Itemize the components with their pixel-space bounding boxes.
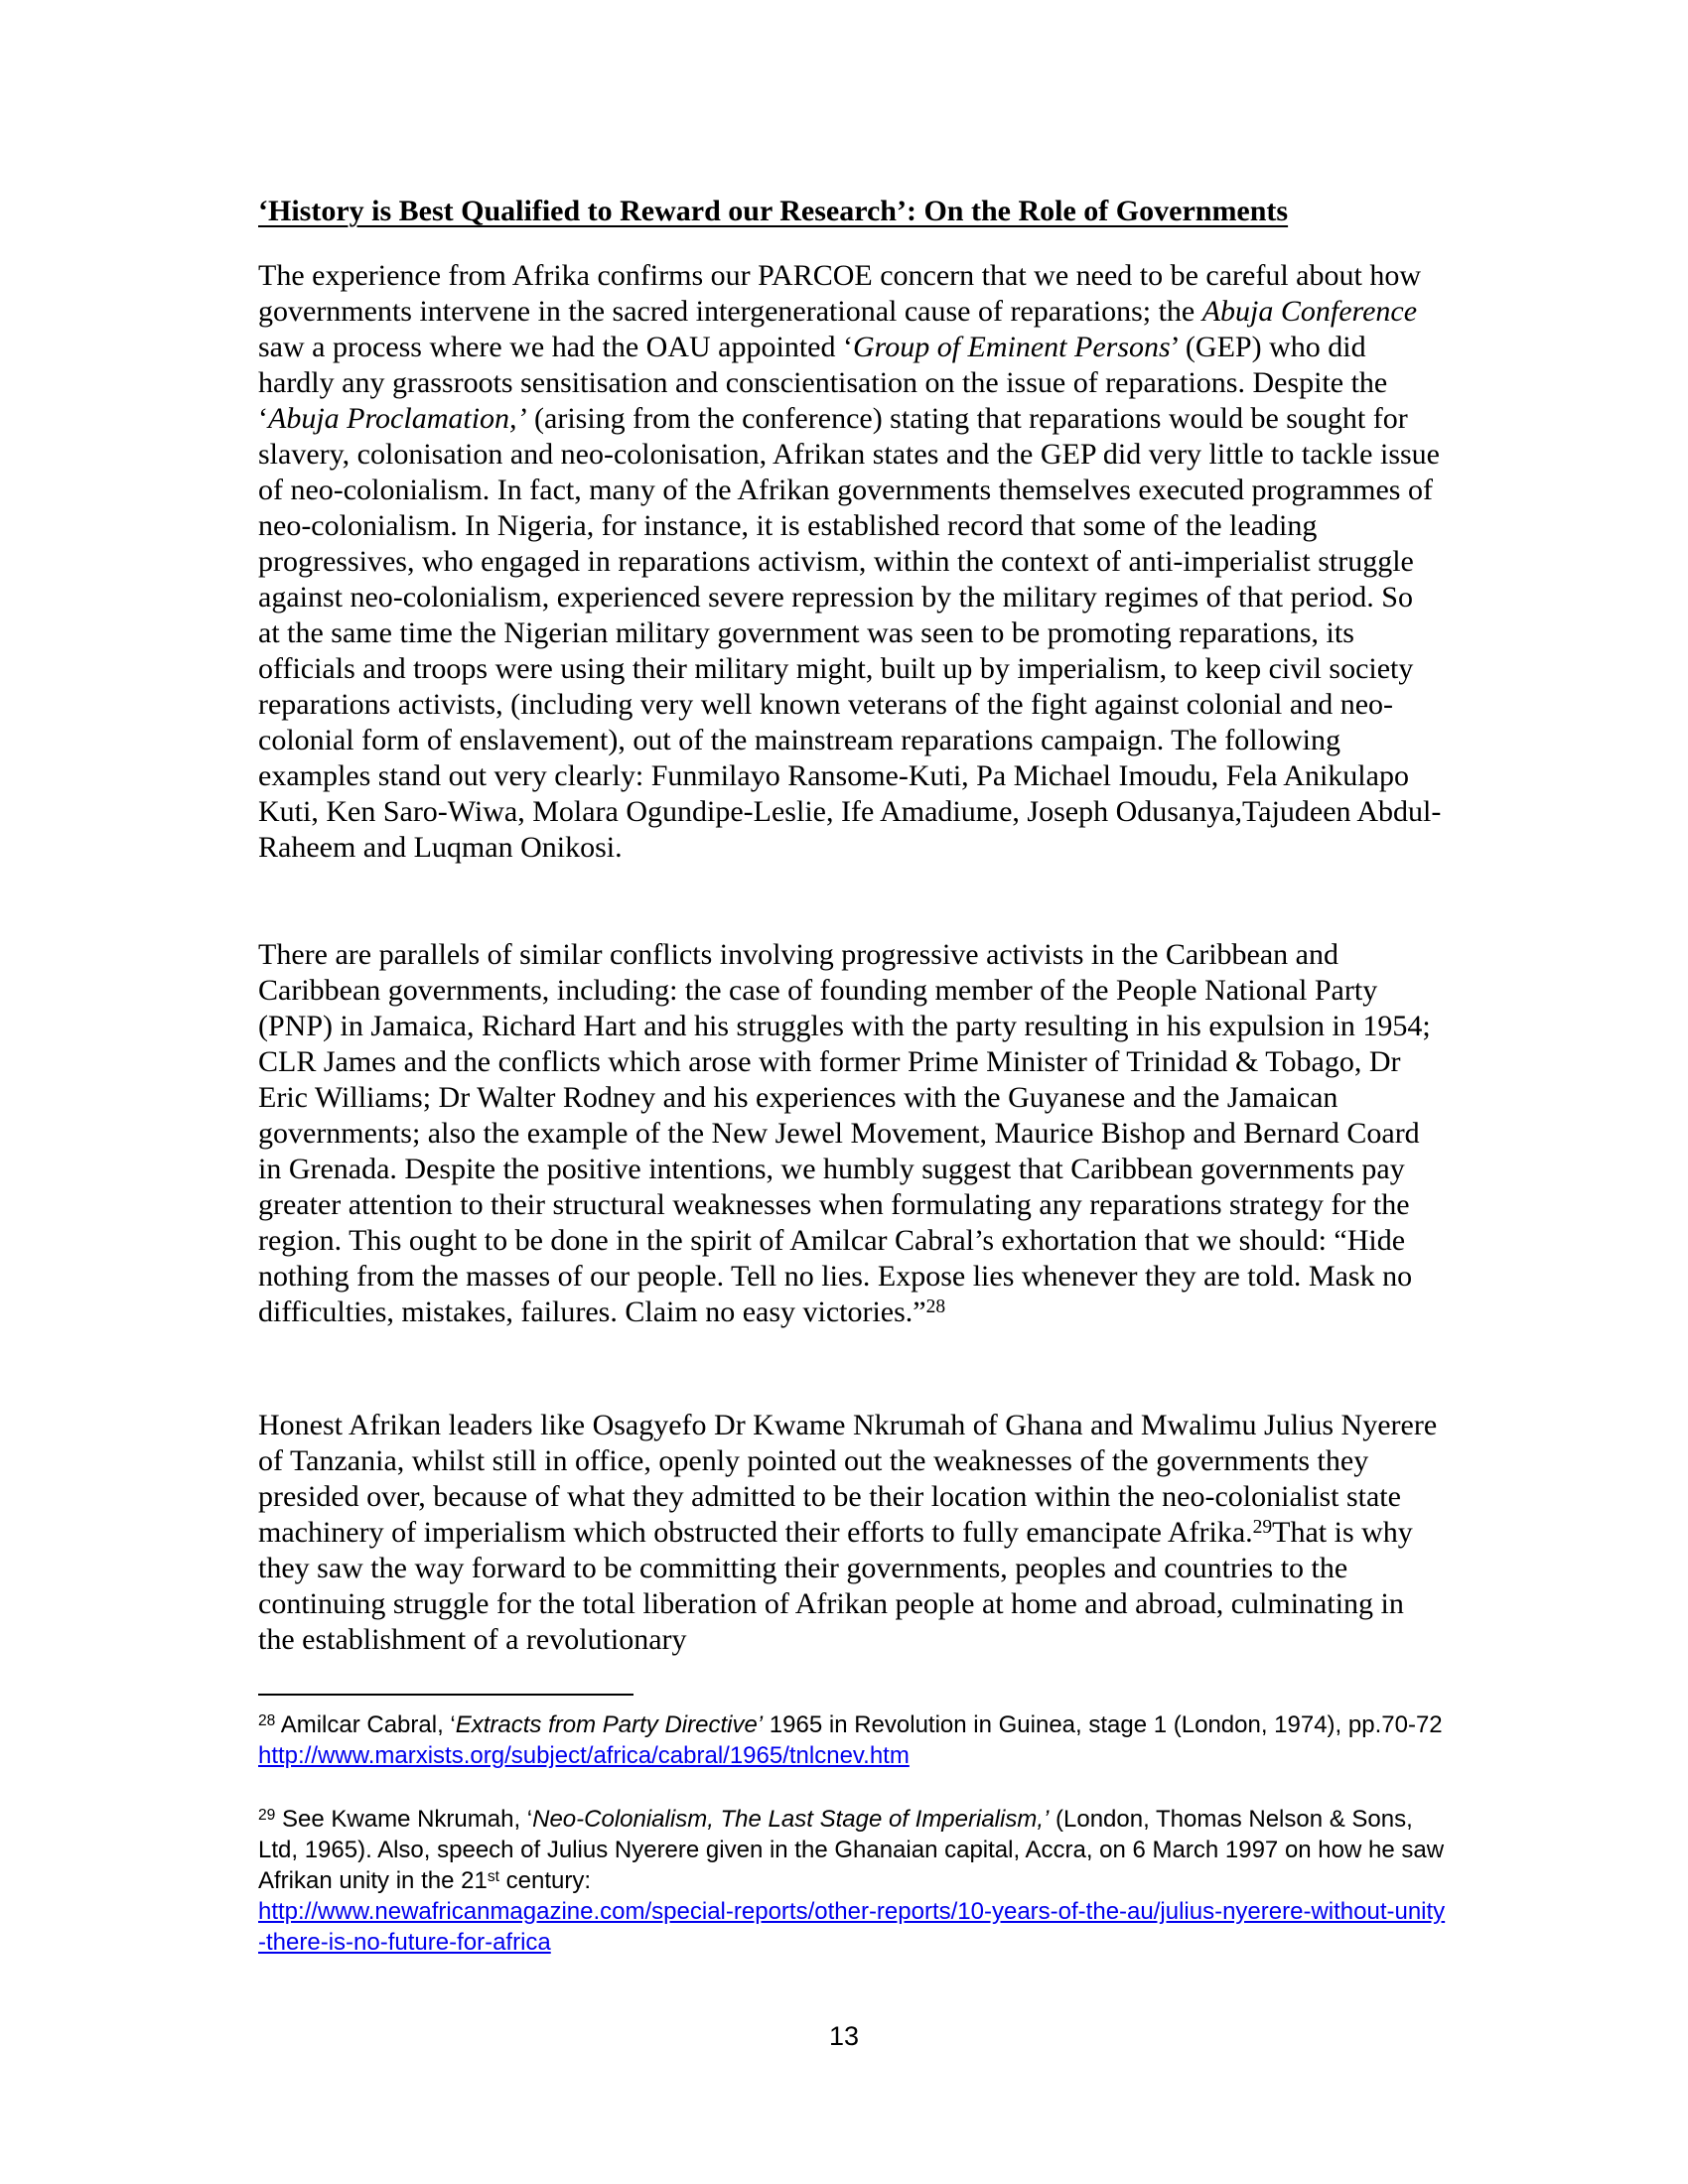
body-paragraph-3: Honest Afrikan leaders like Osagyefo Dr Kwame Nkrumah of Ghana and Mwalimu Julius Nyerere of Tanzania, whilst still in office, openly pointed out the weaknesses of the governments they presided over, because of what they admitted to be their location within the neo-colonialist state machinery of imperialism which obstructed their efforts to fully emancipate Afrika.$^{29}$That is why they saw the way forward to be committing their governments, peoples and countries to the continuing struggle for the total liberation of Afrikan people at home and abroad, culminating in the establishment of a revolutionary [258,1409,1438,1656]
footnote-29-text: $^{29}$ See Kwame Nkrumah, ‘Neo-Colonialism, The Last Stage of Imperialism,’ (London, Thomas Nelson & Sons, Ltd, 1965). Also, speech of Julius Nyerere given in the Ghanaian capital, Accra, on 6 March 1997 on how he saw Afrikan unity in the 21st century: [258,1806,1445,1894]
page-title: ‘History is Best Qualified to Reward our Research’: On the Role of Governments [258,195,1289,227]
footnote-separator [258,1694,633,1696]
body-paragraph-2: There are parallels of similar conflicts involving progressive activists in the Caribbean and Caribbean governments, including: the case of founding member of the People National Party (PNP) in Jamaica, Richard Hart and his struggles with the party resulting in his expulsion in 1954; CLR James and the conflicts which arose with former Prime Minister of Trinidad & Tobago, Dr Eric Williams; Dr Walter Rodney and his experiences with the Guyanese and the Jamaican governments; also the example of the New Jewel Movement, Maurice Bishop and Bernard Coard in Grenada. Despite the positive intentions, we humbly suggest that Caribbean governments pay greater attention to their structural weaknesses when formulating any reparations strategy for the region. This ought to be done in the spirit of Amilcar Cabral’s exhortation that we should: “Hide nothing from the masses of our people. Tell no lies. Expose lies whenever they are told. Mask no difficulties, mistakes, failures. Claim no easy victories.”$^{28}$ [258,938,1431,1328]
page-number: 13 [828,2021,860,2051]
footnote-28 [258,1709,1448,1771]
footnote-28-link[interactable]: http://www.marxists.org/subject/africa/cabral/1965/tnlcnev.htm [258,1742,910,1769]
body-paragraph-1: The experience from Afrika confirms our PARCOE concern that we need to be careful about how governments intervene in the sacred intergenerational cause of reparations; the Abuja Conference saw a process where we had the OAU appointed ‘Group of Eminent Persons’ (GEP) who did hardly any grassroots sensitisation and conscientisation on the issue of reparations. Despite the ‘Abuja Proclamation,’ (arising from the conference) stating that reparations would be sought for slavery, colonisation and neo-colonisation, Afrikan states and the GEP did very little to tackle issue of neo-colonialism. In fact, many of the Afrikan governments themselves executed programmes of neo-colonialism. In Nigeria, for instance, it is established record that some of the leading progressives, who engaged in reparations activism, within the context of anti-imperialist struggle against neo-colonialism, experienced severe repression by the military regimes of that period. So at the same time the Nigerian military government was seen to be promoting reparations, its officials and troops were using their military might, built up by imperialism, to keep civil society reparations activists, (including very well known veterans of the fight against colonial and neo-colonial form of enslavement), out of the mainstream reparations campaign. The following examples stand out very clearly: Funmilayo Ransome-Kuti, Pa Michael Imoudu, Fela Anikulapo Kuti, Ken Saro-Wiwa, Molara Ogundipe-Leslie, Ife Amadiume, Joseph Odusanya,Tajudeen Abdul-Raheem and Luqman Onikosi. [258,259,1442,864]
footnote-28-text: $^{28}$ Amilcar Cabral, ‘Extracts from Party Directive’ 1965 in Revolution in Guinea, stage 1 (London, 1974), pp.70-72 [258,1711,1443,1738]
footnote-29-link[interactable]: http://www.newafricanmagazine.com/special-reports/other-reports/10-years-of-the-au/julius-nyerere-without-unity-there-is-no-future-for-africa [258,1898,1446,1956]
footnote-29 [258,1804,1448,1958]
